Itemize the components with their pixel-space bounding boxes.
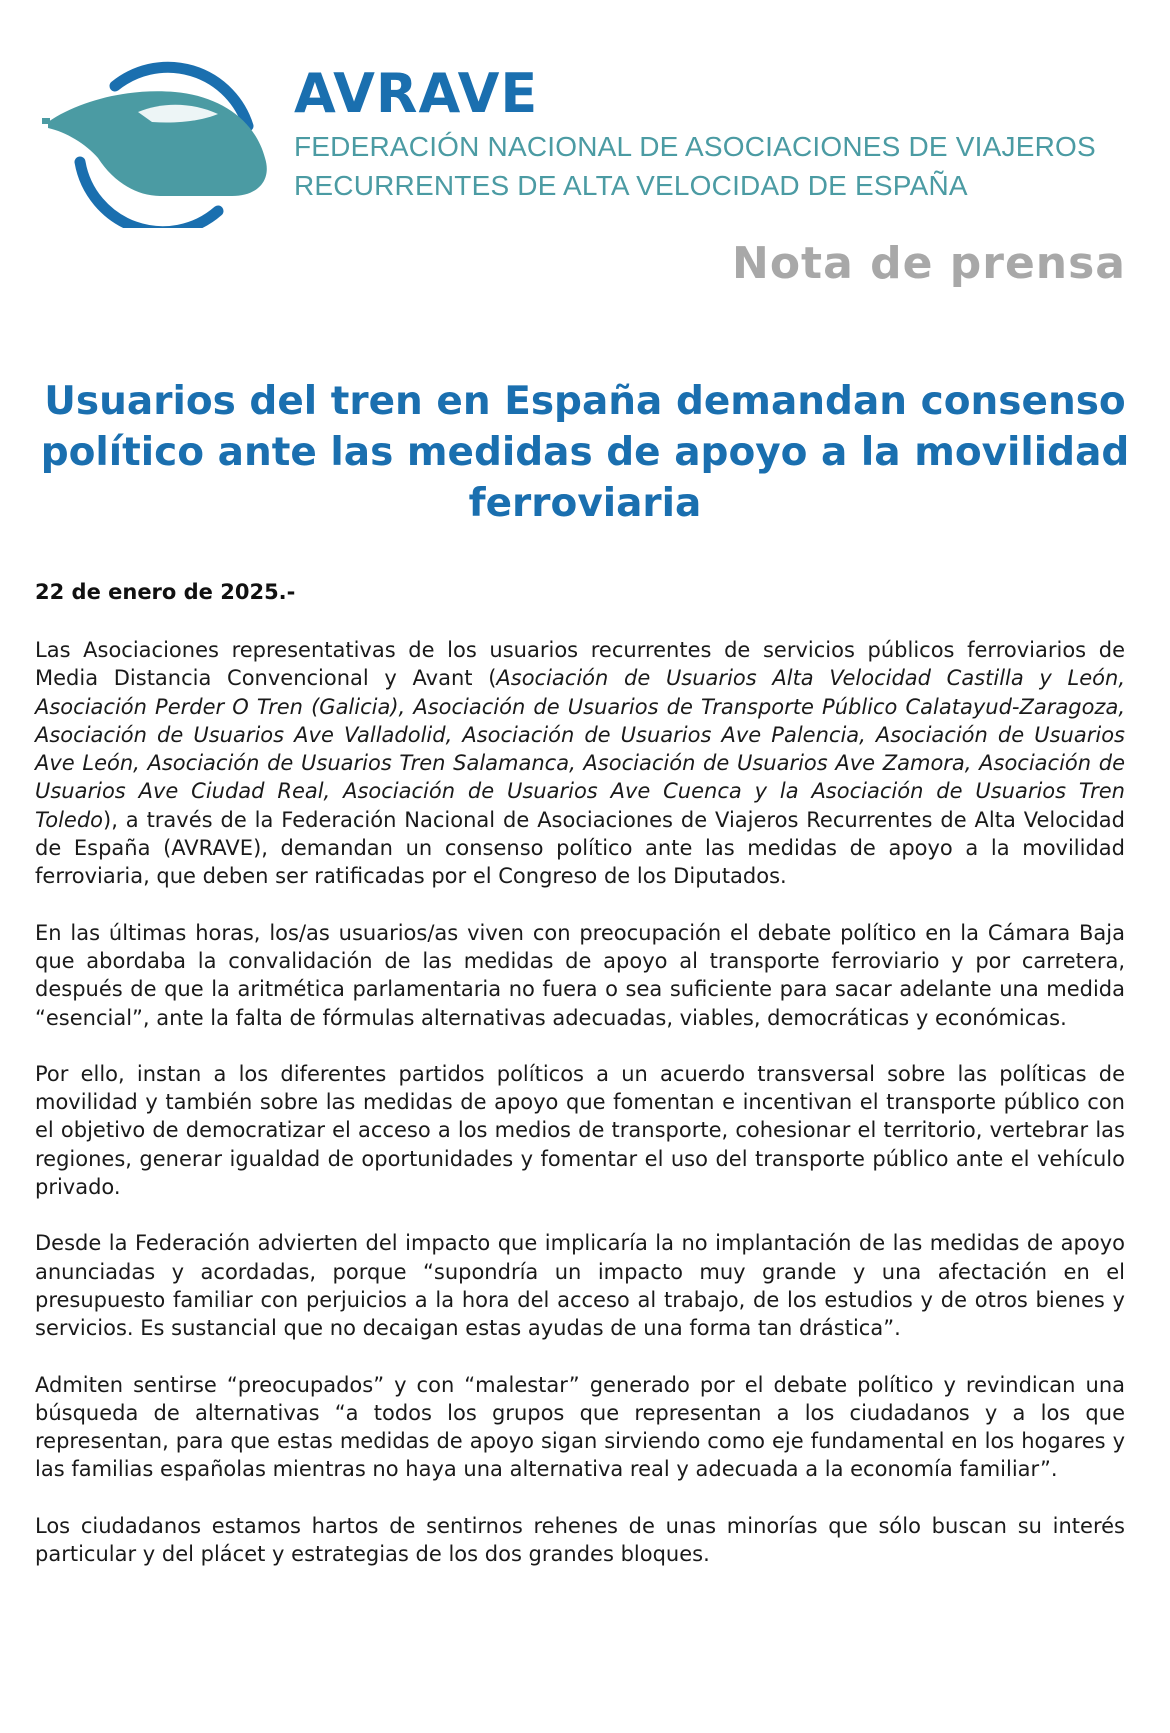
- paragraph-2: En las últimas horas, los/as usuarios/as viven con preocupación el debate político en la Cámara Baja que abordaba la convalidación de las medidas de apoyo al transporte ferroviario y por carretera, después de que la aritmética parlamentaria no fuera o sea suficiente para sacar adelante una medida “esencial”, ante la falta de fórmulas alternativas adecuadas, viables, democráticas y económicas.: [35, 920, 1125, 1030]
- brand-subtitle-line-1: FEDERACIÓN NACIONAL DE ASOCIACIONES DE VIAJEROS: [294, 131, 1096, 162]
- paragraph-1-associations: Asociación de Usuarios Alta Velocidad Castilla y León, Asociación Perder O Tren (Galicia), Asociación de Usuarios de Transporte Público Calatayud-Zaragoza, Asociación de Usuarios Ave Valladolid, Asociación de Usuarios Ave Palencia, Asociación de Usuarios Ave León, Asociación de Usuarios Tren Salamanca, Asociación de Usuarios Ave Zamora, Asociación de Usuarios Ave Ciudad Real, Asociación de Usuarios Ave Cuenca y la Asociación de Usuarios Tren Toledo: [35, 666, 1125, 832]
- paragraph-6: Los ciudadanos estamos hartos de sentirnos rehenes de unas minorías que sólo buscan su interés particular y del plácet y estrategias de los dos grandes bloques.: [35, 1513, 1125, 1567]
- high-speed-train-logo-icon: [40, 58, 285, 228]
- document-type-label: Nota de prensa: [732, 238, 1126, 289]
- brand-name: AVRAVE: [294, 62, 539, 125]
- paragraph-1-end: ), a través de la Federación Nacional de Asociaciones de Viajeros Recurrentes de Alta Velocidad de España (AVRAVE), demandan un consenso político ante las medidas de apoyo a la movilidad ferroviaria, que deben ser ratificadas por el Congreso de los Diputados.: [35, 807, 1125, 889]
- article-body: [35, 636, 1125, 1596]
- paragraph-1-start: Las Asociaciones representativas de los usuarios recurrentes de servicios públicos ferroviarios de Media Distancia Convencional y Avant (: [35, 638, 1125, 691]
- paragraph-1: [35, 636, 1125, 891]
- brand-subtitle-line-2: RECURRENTES DE ALTA VELOCIDAD DE ESPAÑA: [294, 170, 968, 201]
- paragraph-4: Desde la Federación advierten del impacto que implicaría la no implantación de las medidas de apoyo anunciadas y acordadas, porque “supondría un impacto muy grande y una afectación en el presupuesto familiar con perjuicios a la hora del acceso al trabajo, de los estudios y de otros bienes y servicios. Es sustancial que no decaigan estas ayudas de una forma tan drástica”.: [35, 1231, 1125, 1341]
- paragraph-3: Por ello, instan a los diferentes partidos políticos a un acuerdo transversal sobre las políticas de movilidad y también sobre las medidas de apoyo que fomentan e incentivan el transporte público con el objetivo de democratizar el acceso a los medios de transporte, cohesionar el territorio, vertebrar las regiones, generar igualdad de oportunidades y fomentar el uso del transporte público ante el vehículo privado.: [35, 1061, 1125, 1200]
- headline: Usuarios del tren en España demandan consenso político ante las medidas de apoyo a la movilidad ferroviaria: [40, 379, 1130, 526]
- paragraph-5: Admiten sentirse “preocupados” y con “malestar” generado por el debate político y revindican una búsqueda de alternativas “a todos los grupos que representan a los ciudadanos y a los que representan, para que estas medidas de apoyo sigan sirviendo como eje fundamental en los hogares y las familias españolas mientras no haya una alternativa real y adecuada a la economía familiar”.: [35, 1372, 1125, 1482]
- brand-block: [294, 62, 1096, 204]
- release-date: 22 de enero de 2025.-: [35, 580, 296, 604]
